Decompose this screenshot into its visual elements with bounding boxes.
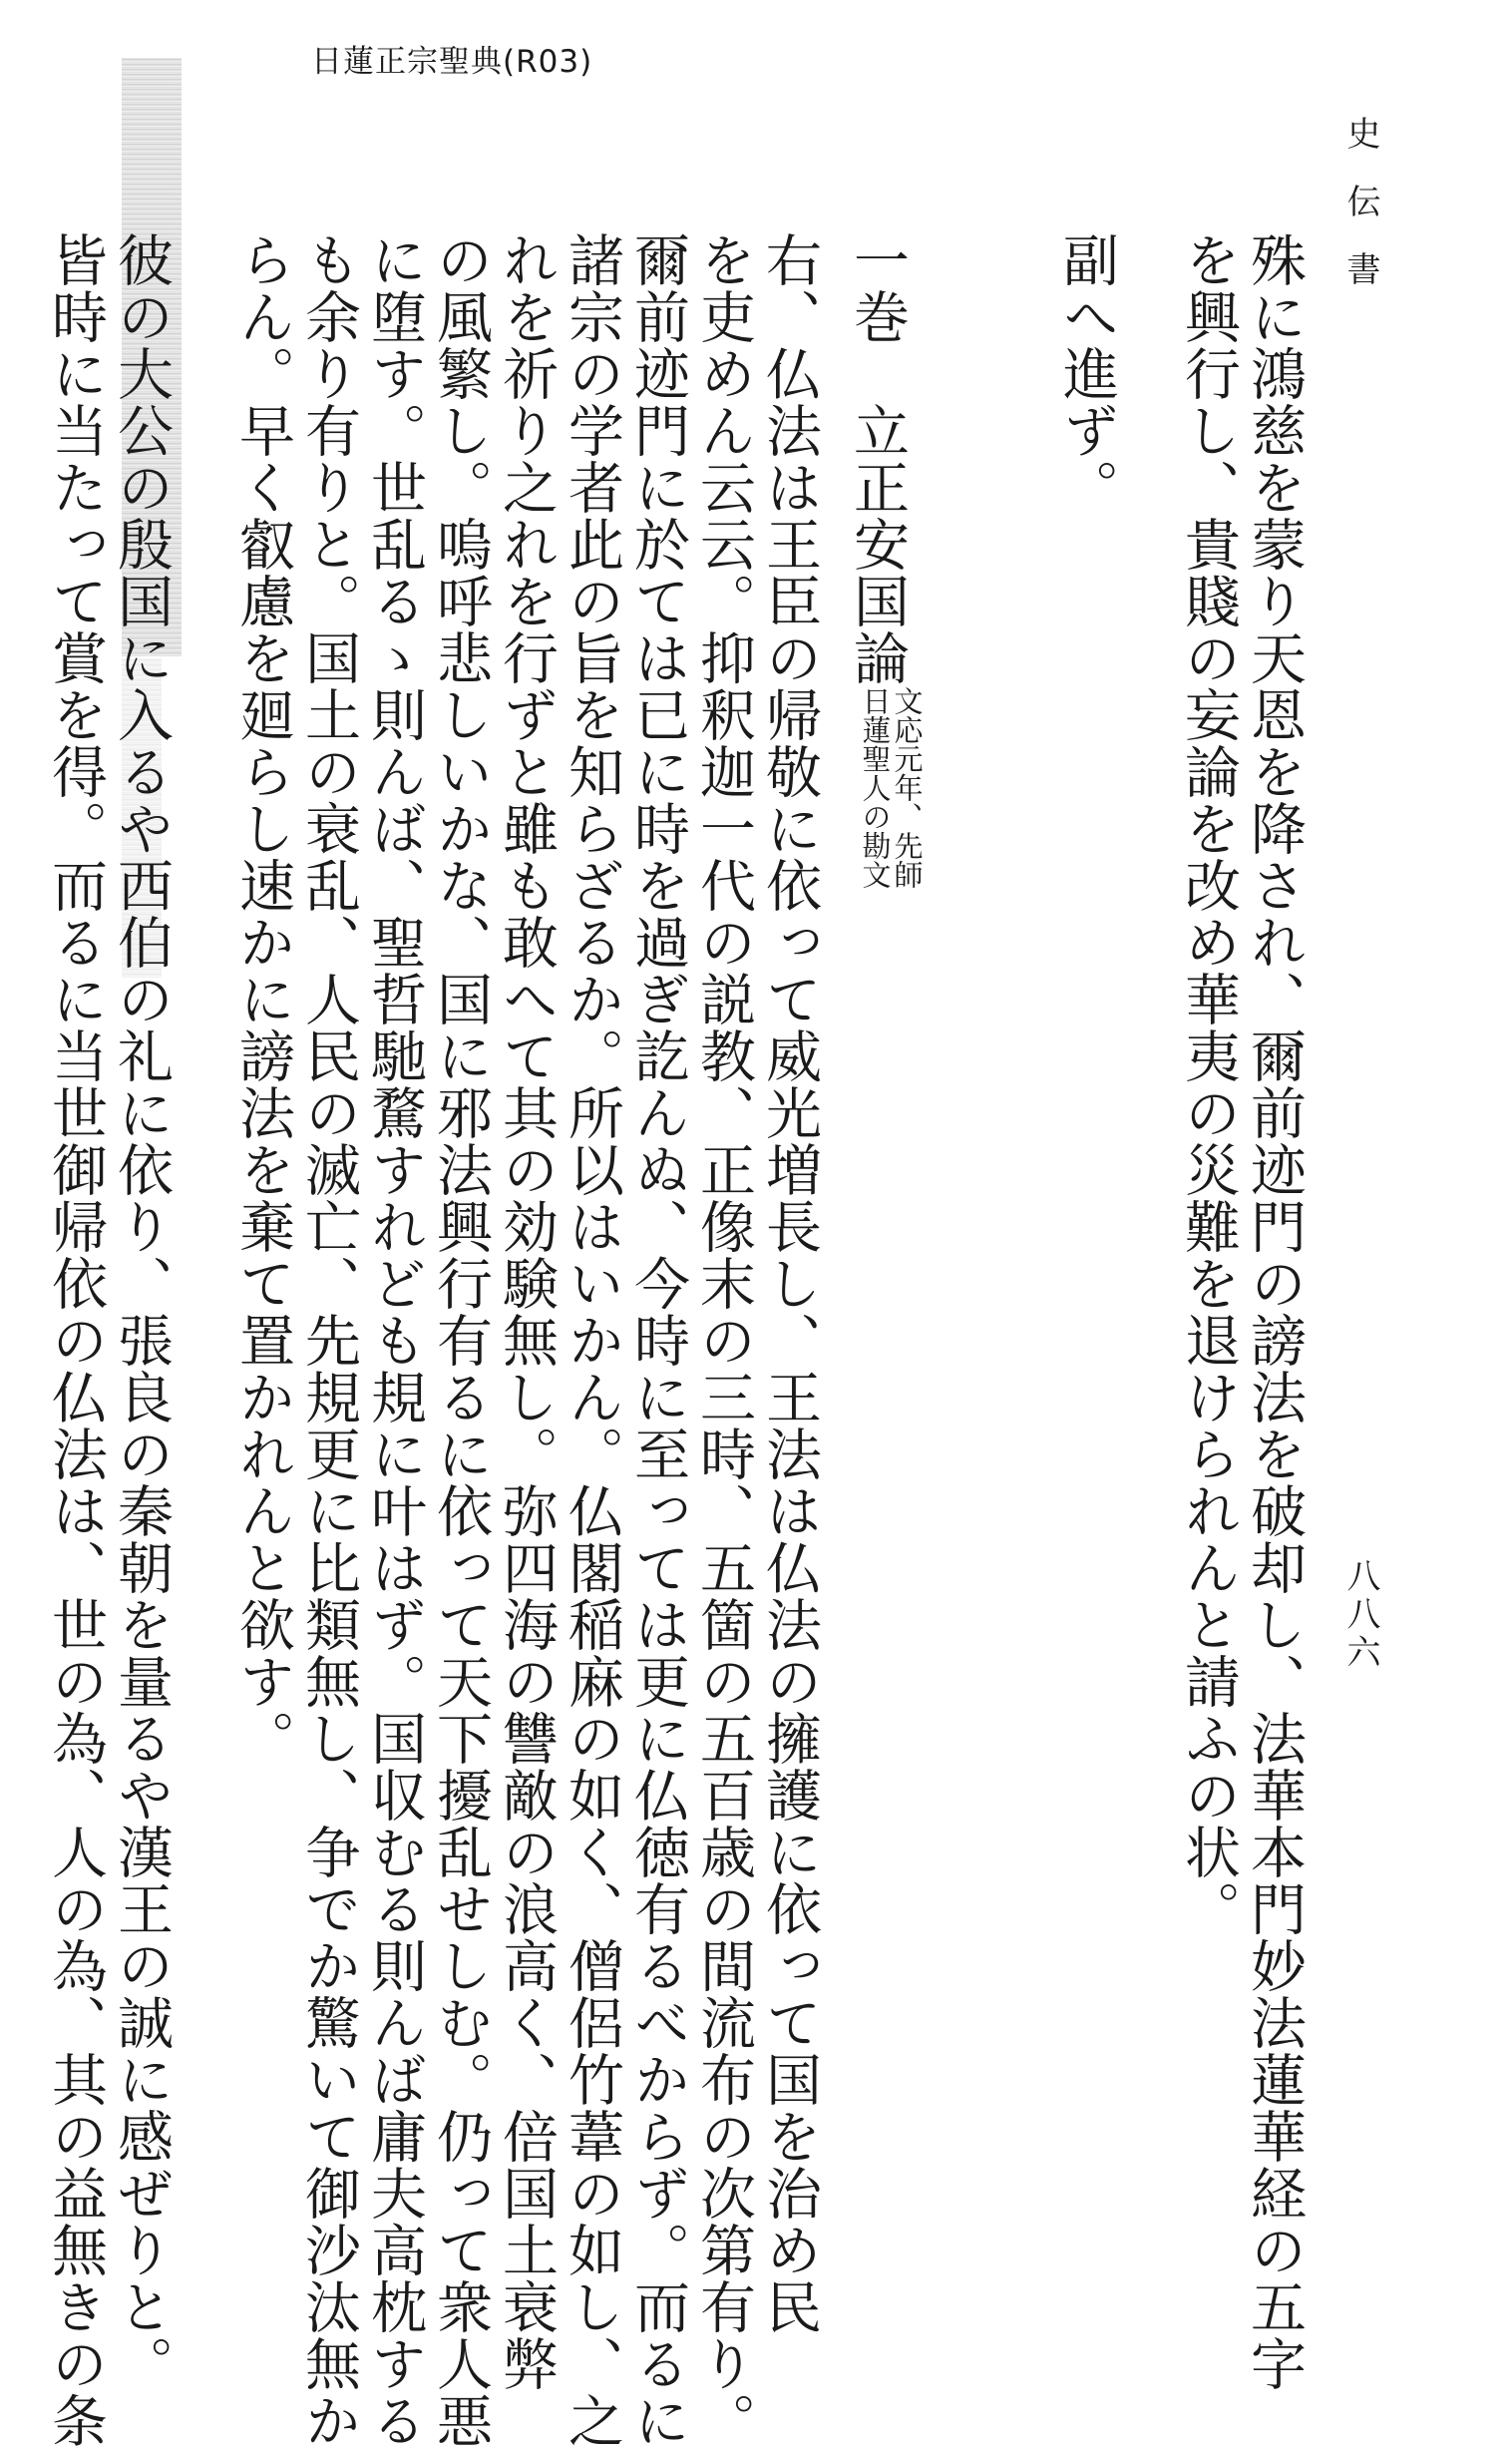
- text-column-1: 殊に鴻慈を蒙り天恩を降され、爾前迹門の謗法を破却し、法華本門妙法蓮華経の五字: [1242, 231, 1307, 2392]
- document-title: 立正安国論: [845, 402, 910, 686]
- title-annotation-line-2: 日蓮聖人の勘文: [858, 686, 893, 889]
- running-head: 史伝書: [1340, 116, 1380, 319]
- text-column-10: れを祈り之れを行ずと雖も敢へて其の効験無し。弥四海の讐敵の浪高く、倍国土衰弊: [494, 231, 559, 2392]
- text-column-8: 爾前迹門に於ては已に時を過ぎ訖んぬ、今時に至っては更に仏徳有るべからず。而るに: [625, 231, 690, 2449]
- volume-count: 一巻: [845, 231, 910, 345]
- main-text: [43, 231, 1307, 2449]
- document-id-label: 日蓮正宗聖典(R03): [311, 44, 593, 80]
- page-number: 八八六: [1340, 1558, 1380, 1672]
- text-column-13: も余り有りと。国土の衰乱、人民の滅亡、先規更に比類無し、争でか驚いて御沙汰無か: [296, 231, 361, 2449]
- title-column: [822, 231, 987, 2027]
- text-column-9: 諸宗の学者此の旨を知らざるか。所以はいかん。仏閣稲麻の如く、僧侶竹葦の如し、之: [560, 231, 624, 2449]
- text-column-11: の風繁し。嗚呼悲しいかな、国に邪法興行有るに依って天下擾乱せしむ。仍って衆人悪: [428, 231, 493, 2449]
- text-column-14: らん。早く叡慮を廻らし速かに謗法を棄て置かれんと欲す。: [230, 231, 295, 1767]
- title-annotation: [860, 686, 924, 889]
- text-column-16: 皆時に当たって賞を得。而るに当世御帰依の仏法は、世の為、人の為、其の益無きの条: [43, 231, 108, 2449]
- text-column-6: 右、仏法は王臣の帰敬に依って威光増長し、王法は仏法の擁護に依って国を治め民: [757, 231, 822, 2335]
- text-column-2: を興行し、貴賤の妄論を改め華夷の災難を退けられんと請ふの状。: [1176, 231, 1241, 1937]
- title-annotation-line-1: 文応元年、先師: [890, 686, 925, 889]
- text-column-3: 副へ進ず。: [1054, 231, 1119, 516]
- text-column-12: に堕す。世乱るゝ則んば、聖哲馳騖すれども規に叶はず。国収むる則んば庸夫高枕する: [362, 231, 427, 2449]
- text-column-15: 彼の大公の殷国に入るや西伯の礼に依り、張良の秦朝を量るや漢王の誠に感ぜりと。: [109, 231, 174, 2392]
- text-column-7: を吏めん云云。抑釈迦一代の説教、正像末の三時、五箇の五百歳の間流布の次第有り。: [691, 231, 756, 2449]
